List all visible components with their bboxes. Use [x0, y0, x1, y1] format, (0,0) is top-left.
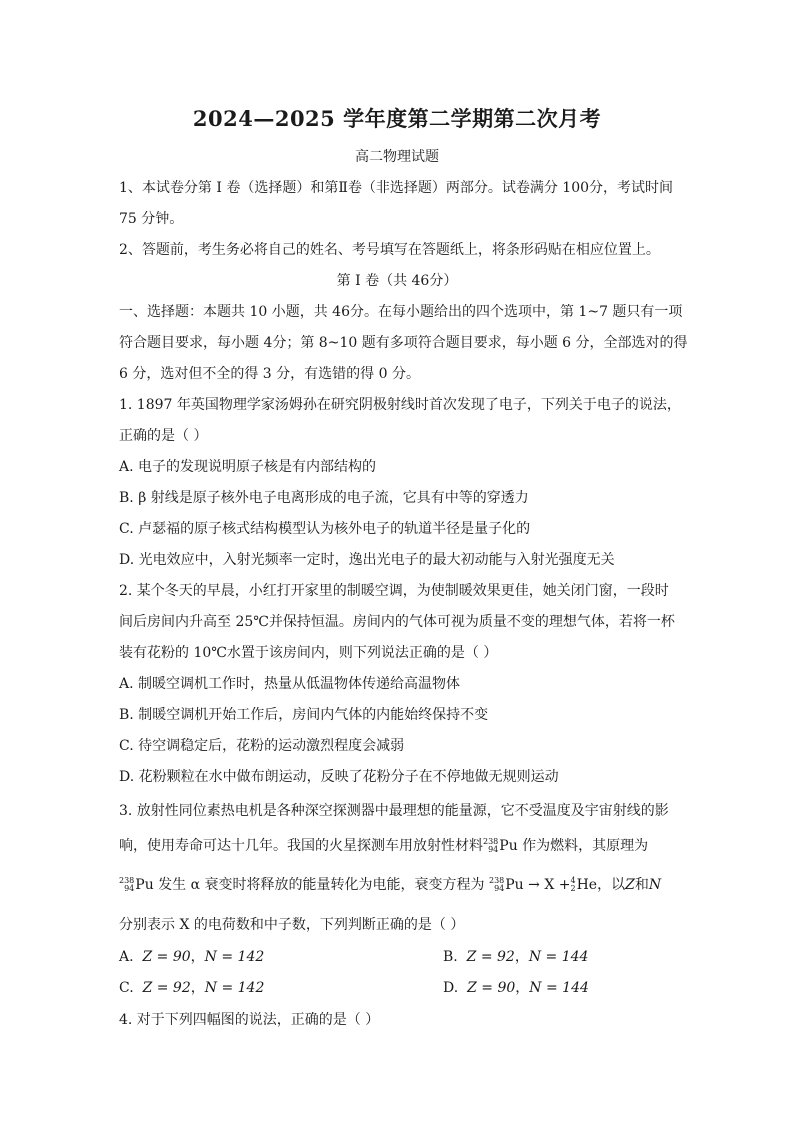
section-intro-line-3: 6 分，选对但不全的得 3 分，有选错的得 0 分。: [119, 366, 420, 382]
q3-option-c-label: C.: [119, 980, 134, 996]
pu-nuclide: [483, 838, 518, 854]
q3-option-a-z: Z = 90: [142, 949, 191, 965]
q3-option-c: C. Z = 92，N = 142: [119, 980, 265, 996]
eq-pu-mass: 238: [488, 876, 505, 885]
q1-option-a: A. 电子的发现说明原子核是有内部结构的: [119, 459, 377, 475]
q3-stem-line-3-text-a: 发生 α 衰变时将释放的能量转化为电能，衰变方程为: [158, 877, 485, 893]
q3-option-d: D. Z = 90，N = 144: [443, 980, 589, 996]
eq-he-symbol: He: [576, 877, 598, 893]
eq-pu-charge: 94: [494, 884, 505, 893]
instruction-line-2: 75 分钟。: [119, 211, 184, 227]
pu-charge-number-2: 94: [124, 884, 135, 893]
eq-he-mass: 4: [570, 876, 576, 885]
q3-option-d-label: D.: [443, 980, 459, 996]
pu-symbol-2: Pu: [135, 877, 154, 893]
eq-pu-symbol: Pu: [505, 877, 524, 893]
q3-option-a-label: A.: [119, 949, 134, 965]
q3-option-d-n: N = 144: [529, 980, 589, 996]
q2-stem-line-1: 2. 某个冬天的早晨，小红打开家里的制暖空调，为使制暖效果更佳，她关闭门窗，一段时: [119, 583, 669, 599]
arrow-icon: →: [528, 877, 540, 893]
q4-stem: 4. 对于下列四幅图的说法，正确的是（ ）: [119, 1012, 380, 1028]
pu-nuclide-2: [119, 877, 154, 893]
pu-mass-number-2: 238: [119, 876, 135, 885]
decay-equation: [489, 877, 597, 893]
q1-stem-line-2: 正确的是（ ）: [119, 428, 208, 444]
section-title: 第 I 卷（共 46分）: [336, 273, 458, 289]
q3-option-b-z: Z = 92: [466, 949, 515, 965]
q3-option-c-z: Z = 92: [142, 980, 191, 996]
z-symbol: Z: [625, 877, 635, 893]
eq-x-symbol: X: [544, 877, 555, 893]
q2-option-a: A. 制暖空调机工作时，热量从低温物体传递给高温物体: [119, 676, 461, 692]
q1-option-c: C. 卢瑟福的原子核式结构模型认为核外电子的轨道半径是量子化的: [119, 521, 531, 537]
q2-option-d: D. 花粉颗粒在水中做布朗运动，反映了花粉分子在不停地做无规则运动: [119, 769, 559, 785]
eq-he-charge: 2: [570, 884, 576, 893]
pu-charge-number: 94: [488, 845, 499, 854]
exam-subtitle: 高二物理试题: [355, 149, 439, 165]
section-intro-line-2: 符合题目要求，每小题 4分；第 8~10 题有多项符合题目要求，每小题 6 分，全部选对的得: [119, 335, 688, 351]
q3-stem-line-2-text-b: 作为燃料，其原理为: [522, 838, 649, 854]
pu-mass-number: 238: [483, 837, 499, 846]
q2-option-b: B. 制暖空调机开始工作后，房间内气体的内能始终保持不变: [119, 707, 489, 723]
n-symbol: N: [648, 877, 662, 893]
q3-stem-line-2: [119, 835, 679, 855]
q2-stem-line-2: 间后房间内升高至 25℃并保持恒温。房间内的气体可视为质量不变的理想气体，若将一杯: [119, 614, 675, 630]
q3-option-b-label: B.: [443, 949, 458, 965]
q3-option-b: B. Z = 92，N = 144: [443, 949, 589, 965]
q3-stem-line-3-text-c: 和: [634, 877, 649, 893]
q3-option-d-z: Z = 90: [467, 980, 516, 996]
q3-stem-line-3-text-b: ，以: [597, 877, 626, 893]
q3-stem-line-1: 3. 放射性同位素热电机是各种深空探测器中最理想的能量源，它不受温度及宇宙射线的影: [119, 803, 669, 819]
instruction-line-1: 1、本试卷分第 I 卷（选择题）和第Ⅱ卷（非选择题）两部分。试卷满分 100分，考试时间: [119, 180, 674, 196]
q3-option-a: A. Z = 90，N = 142: [119, 949, 265, 965]
q1-option-d: D. 光电效应中，入射光频率一定时，逸出光电子的最大初动能与入射光强度无关: [119, 552, 615, 568]
q3-option-a-n: N = 142: [204, 949, 265, 965]
q3-stem-line-3: [119, 874, 679, 894]
exam-title: 2024—2025 学年度第二学期第二次月考: [192, 106, 602, 131]
plus-sign: +: [558, 877, 571, 893]
q2-option-c: C. 待空调稳定后，花粉的运动激烈程度会减弱: [119, 738, 405, 754]
q1-option-b: B. β 射线是原子核外电子电离形成的电子流，它具有中等的穿透力: [119, 490, 529, 506]
q3-option-b-n: N = 144: [528, 949, 589, 965]
q1-stem-line-1: 1. 1897 年英国物理学家汤姆孙在研究阴极射线时首次发现了电子，下列关于电子的说法，: [119, 397, 681, 413]
section-intro-line-1: 一、选择题：本题共 10 小题，共 46分。在每小题给出的四个选项中，第 1~7 题只有一项: [119, 304, 683, 320]
instruction-line-3: 2、答题前，考生务必将自己的姓名、考号填写在答题纸上，将条形码贴在相应位置上。: [119, 242, 660, 258]
q2-stem-line-3: 装有花粉的 10℃水置于该房间内，则下列说法正确的是（ ）: [119, 645, 498, 661]
q3-stem-line-2-text-a: 响，使用寿命可达十几年。我国的火星探测车用放射性材料: [119, 838, 483, 854]
pu-symbol: Pu: [499, 838, 518, 854]
q3-option-c-n: N = 142: [204, 980, 265, 996]
q3-stem-line-4: 分别表示 X 的电荷数和中子数，下列判断正确的是（ ）: [119, 917, 465, 933]
